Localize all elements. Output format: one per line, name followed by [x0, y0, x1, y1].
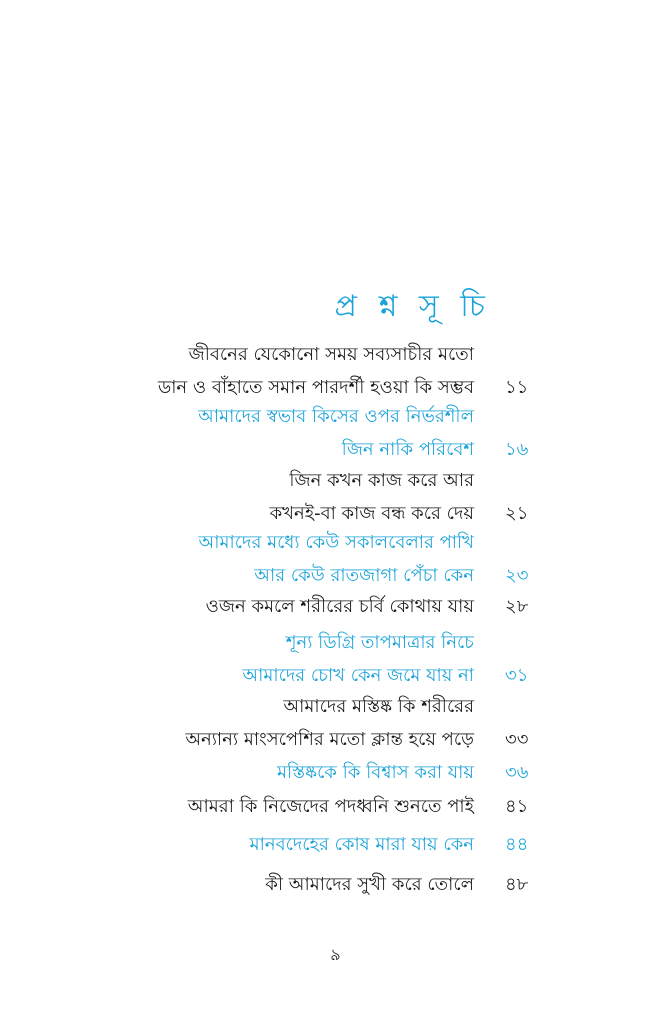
toc-entry-line: আর কেউ রাতজাগা পেঁচা কেন: [254, 565, 474, 586]
toc-page-number: ৪৪: [505, 834, 529, 855]
page-number: ৯: [330, 945, 341, 964]
toc-entry-line: শূন্য ডিগ্রি তাপমাত্রার নিচে: [285, 632, 474, 653]
toc-entry-line: ওজন কমলে শরীরের চর্বি কোথায় যায়: [205, 596, 474, 617]
toc-page-number: ১৬: [505, 439, 529, 460]
toc-entry-line: জিন কখন কাজ করে আর: [289, 470, 474, 491]
toc-entry-title: [199, 526, 474, 592]
toc-page-number: ২৩: [505, 565, 529, 586]
toc-page-number: ২৮: [505, 596, 529, 617]
toc-page-number: ৪১: [505, 796, 529, 817]
toc-entry-title: [270, 464, 474, 530]
toc-entry-line: আমাদের মস্তিষ্ক কি শরীরের: [283, 696, 474, 717]
toc-entry-line: অন্যান্য মাংসপেশির মতো ক্লান্ত হয়ে পড়ে: [185, 729, 474, 750]
toc-entry-title: [242, 626, 474, 692]
toc-page-number: ৩৩: [505, 729, 529, 750]
toc-entry-line: আমাদের স্বভাব কিসের ওপর নির্ভরশীল: [198, 406, 474, 427]
toc-entry-title: [277, 756, 474, 789]
toc-entry-title: [265, 868, 474, 901]
toc-entry-line: আমাদের মধ্যে কেউ সকালবেলার পাখি: [198, 532, 474, 553]
toc-entry-title: [188, 790, 474, 823]
toc-entry-line: কখনই-বা কাজ বন্ধ করে দেয়: [269, 503, 474, 524]
toc-entry-title: [250, 828, 474, 861]
toc-page-number: ২১: [505, 503, 529, 524]
toc-entry-line: কী আমাদের সুখী করে তোলে: [265, 874, 474, 895]
toc-page-number: ৩১: [505, 665, 529, 686]
toc-entry-line: আমাদের চোখ কেন জমে যায় না: [242, 665, 474, 686]
toc-page-number: ১১: [505, 377, 529, 398]
toc-entry-title: [158, 338, 474, 404]
toc-entry-line: মস্তিষ্ককে কি বিশ্বাস করা যায়: [276, 762, 474, 783]
toc-entry-title: [185, 690, 474, 756]
toc-entry-title: [198, 400, 474, 466]
table-of-contents: [0, 338, 671, 908]
toc-entry-line: জিন নাকি পরিবেশ: [341, 439, 474, 460]
toc-page-number: ৩৬: [505, 762, 529, 783]
page-title: প্র শ্ন সূ চি: [334, 289, 491, 324]
toc-entry-line: জীবনের যেকোনো সময় সব্যসাচীর মতো: [188, 344, 474, 365]
toc-page-number: ৪৮: [505, 874, 529, 895]
toc-entry-line: ডান ও বাঁহাতে সমান পারদর্শী হওয়া কি সম্ভব: [157, 377, 474, 398]
toc-entry-line: আমরা কি নিজেদের পদধ্বনি শুনতে পাই: [187, 796, 474, 817]
toc-entry-line: মানবদেহের কোষ মারা যায় কেন: [249, 834, 474, 855]
toc-entry-title: [206, 590, 474, 623]
